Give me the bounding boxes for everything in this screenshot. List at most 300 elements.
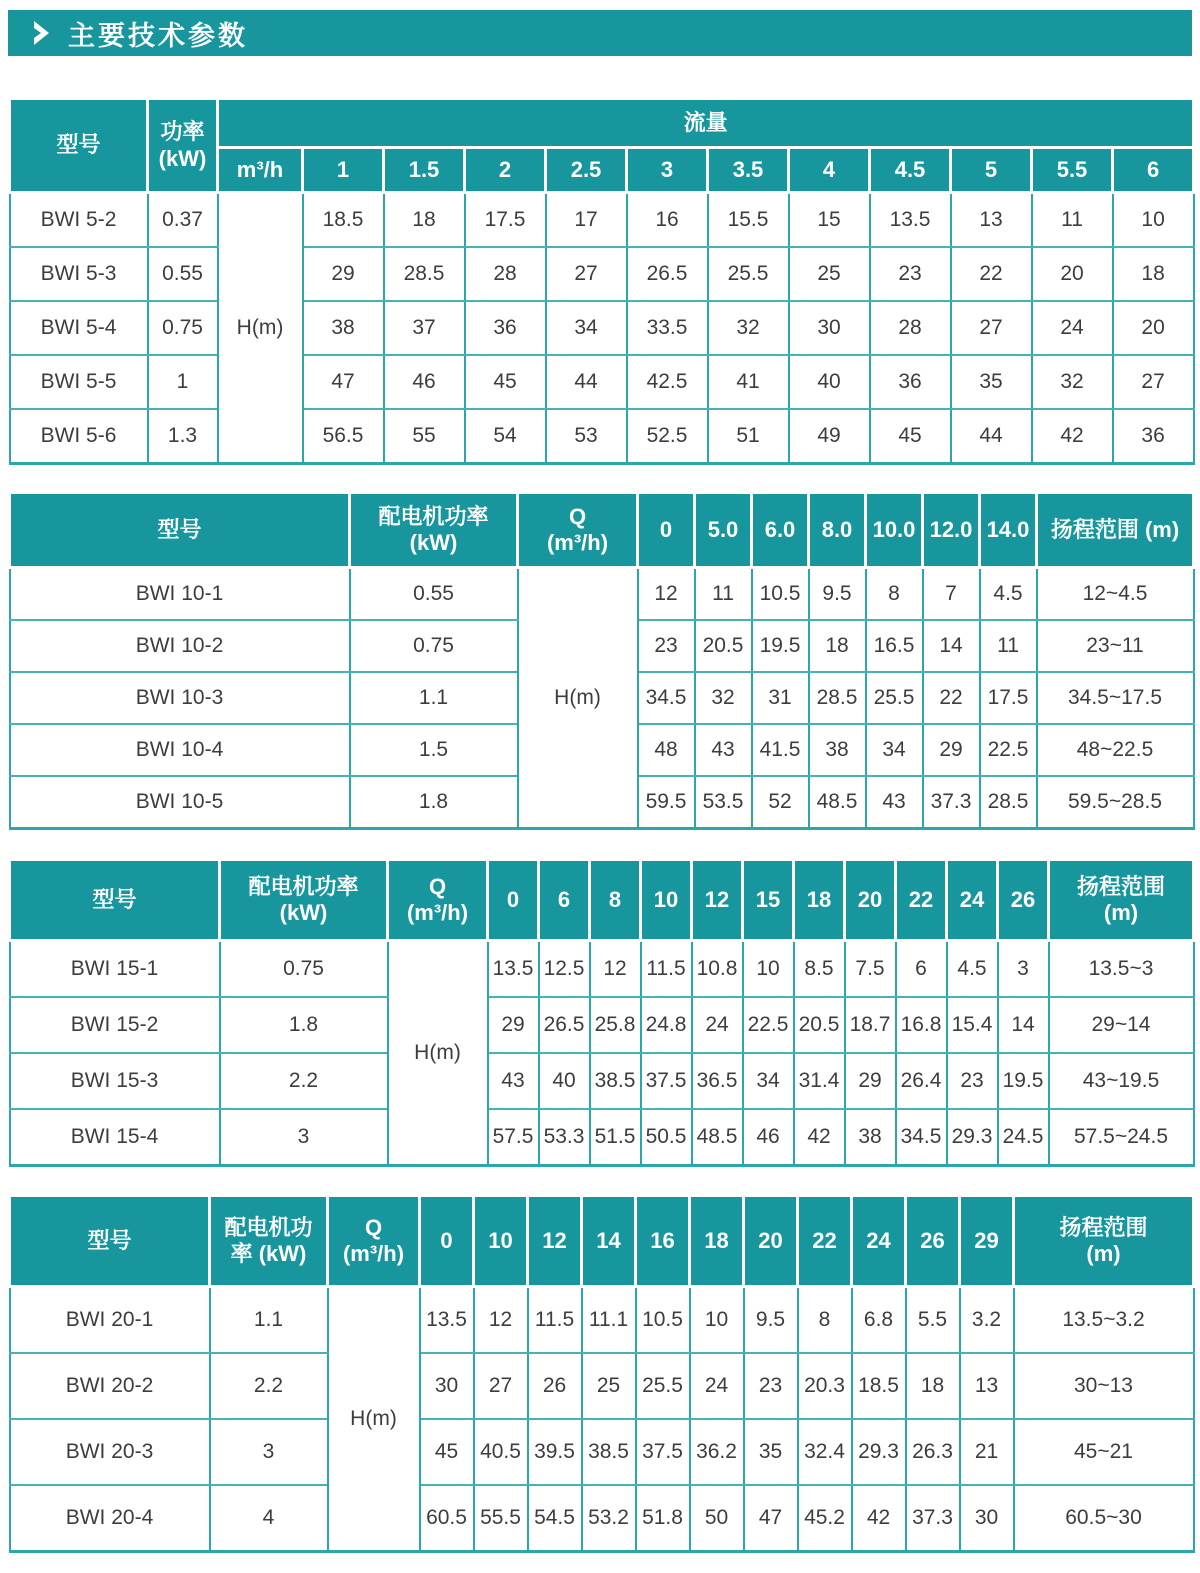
power-cell: 1 [148,355,218,409]
col-header-model: 型号 [10,860,220,941]
chevron-right-icon [32,20,52,46]
flow-col-header: 4.5 [870,148,951,193]
h-unit-cell: H(m) [328,1287,420,1552]
h-value-cell: 44 [546,355,627,409]
table-row [10,409,1194,464]
model-cell: BWI 10-1 [10,568,350,621]
table-header [10,493,1194,568]
table-row [10,1053,1194,1109]
h-unit-cell: H(m) [388,941,488,1166]
h-value-cell: 11 [695,568,752,621]
h-value-cell: 57.5 [488,1109,539,1166]
flow-col-header: 6.0 [752,493,809,568]
header-label-line: (m³/h) [342,1241,405,1266]
flow-col-header: 26 [906,1196,960,1287]
h-value-cell: 16.8 [896,997,947,1053]
h-value-cell: 14 [998,997,1049,1053]
range-cell: 23~11 [1037,620,1194,672]
h-value-cell: 55 [384,409,465,464]
range-cell: 59.5~28.5 [1037,776,1194,829]
h-value-cell: 22 [951,247,1032,301]
h-value-cell: 39.5 [528,1419,582,1485]
header-label-line: Q [364,1214,383,1240]
h-value-cell: 7 [923,568,980,621]
h-value-cell: 53.3 [539,1109,590,1166]
h-value-cell: 53.5 [695,776,752,829]
range-cell: 48~22.5 [1037,724,1194,776]
table-bwi20-specs [8,1194,1195,1553]
header-label-line: (m) [1086,1241,1121,1266]
header-label-line: 配电机功率 [378,503,489,529]
h-value-cell: 38 [809,724,866,776]
h-value-cell: 34.5 [896,1109,947,1166]
flow-col-header: 6 [539,860,590,941]
h-value-cell: 38.5 [582,1419,636,1485]
h-value-cell: 26 [528,1353,582,1419]
table-header [10,1196,1194,1287]
model-cell: BWI 15-1 [10,941,220,998]
flow-col-header: 1.5 [384,148,465,193]
model-cell: BWI 10-5 [10,776,350,829]
h-value-cell: 43 [488,1053,539,1109]
power-cell: 4 [210,1485,328,1552]
flow-col-header: 3.5 [708,148,789,193]
h-value-cell: 33.5 [627,301,708,355]
h-value-cell: 22.5 [743,997,794,1053]
model-cell: BWI 20-2 [10,1353,210,1419]
h-value-cell: 23 [870,247,951,301]
h-value-cell: 29 [845,1053,896,1109]
h-value-cell: 41.5 [752,724,809,776]
flow-col-header: 8.0 [809,493,866,568]
h-value-cell: 26.5 [539,997,590,1053]
flow-col-header: 10 [474,1196,528,1287]
h-value-cell: 36 [870,355,951,409]
h-value-cell: 12 [590,941,641,998]
flow-col-header: 12.0 [923,493,980,568]
header-row [10,860,1194,941]
flow-col-header: 0 [638,493,695,568]
h-value-cell: 45 [420,1419,474,1485]
table-bwi15-specs [8,858,1195,1167]
h-value-cell: 54 [465,409,546,464]
h-value-cell: 24 [1032,301,1113,355]
flow-col-header: 2 [465,148,546,193]
h-value-cell: 36 [465,301,546,355]
h-value-cell: 41 [708,355,789,409]
h-value-cell: 10.5 [636,1287,690,1354]
h-value-cell: 21 [960,1419,1014,1485]
flow-col-header: 29 [960,1196,1014,1287]
h-value-cell: 18 [906,1353,960,1419]
h-value-cell: 51 [708,409,789,464]
power-cell: 0.37 [148,193,218,248]
flow-col-header: 18 [690,1196,744,1287]
h-value-cell: 30 [420,1353,474,1419]
h-value-cell: 28.5 [384,247,465,301]
flow-col-header: 18 [794,860,845,941]
flow-col-header: 12 [528,1196,582,1287]
h-value-cell: 23 [638,620,695,672]
h-value-cell: 44 [951,409,1032,464]
h-value-cell: 26.5 [627,247,708,301]
h-value-cell: 7.5 [845,941,896,998]
h-value-cell: 37.3 [923,776,980,829]
h-value-cell: 24 [692,997,743,1053]
flow-col-header: 22 [896,860,947,941]
flow-col-header: 10 [641,860,692,941]
flow-col-header: 20 [744,1196,798,1287]
h-value-cell: 34 [546,301,627,355]
h-value-cell: 27 [951,301,1032,355]
header-label-line: (m³/h) [546,530,609,555]
h-value-cell: 42.5 [627,355,708,409]
h-value-cell: 11 [980,620,1037,672]
header-label-line: 扬程范围 [1059,1214,1148,1240]
h-value-cell: 15.5 [708,193,789,248]
h-value-cell: 11.5 [528,1287,582,1354]
h-value-cell: 25 [789,247,870,301]
h-value-cell: 27 [1113,355,1194,409]
h-value-cell: 8 [798,1287,852,1354]
power-cell: 1.8 [350,776,518,829]
h-value-cell: 48 [638,724,695,776]
power-cell: 0.55 [148,247,218,301]
h-value-cell: 42 [1032,409,1113,464]
h-value-cell: 46 [384,355,465,409]
power-cell: 0.75 [350,620,518,672]
h-value-cell: 8 [866,568,923,621]
header-label-line: (kW) [409,530,458,555]
table-bwi10-specs [8,491,1195,830]
h-value-cell: 18 [384,193,465,248]
h-value-cell: 20 [1032,247,1113,301]
header-label-line: (m³/h) [406,900,469,925]
h-value-cell: 25.5 [708,247,789,301]
flow-col-header: 16 [636,1196,690,1287]
h-value-cell: 47 [744,1485,798,1552]
h-value-cell: 40.5 [474,1419,528,1485]
flow-col-header: 5.0 [695,493,752,568]
h-value-cell: 31.4 [794,1053,845,1109]
model-cell: BWI 20-1 [10,1287,210,1354]
col-header-q [518,493,638,568]
flow-col-header: 0 [488,860,539,941]
col-header-range [1014,1196,1194,1287]
h-value-cell: 9.5 [809,568,866,621]
h-value-cell: 13.5 [488,941,539,998]
h-value-cell: 17 [546,193,627,248]
h-value-cell: 24 [690,1353,744,1419]
h-value-cell: 15 [789,193,870,248]
flow-unit-header: m³/h [218,148,303,193]
model-cell: BWI 15-3 [10,1053,220,1109]
header-label-line: Q [428,873,447,899]
h-value-cell: 43 [695,724,752,776]
power-cell: 0.55 [350,568,518,621]
h-value-cell: 52 [752,776,809,829]
h-value-cell: 25.5 [866,672,923,724]
table-body [10,568,1194,829]
h-value-cell: 17.5 [465,193,546,248]
range-cell: 29~14 [1049,997,1194,1053]
h-value-cell: 40 [539,1053,590,1109]
page-title: 主要技术参数 [68,20,248,51]
flow-col-header: 5 [951,148,1032,193]
h-value-cell: 18.7 [845,997,896,1053]
table-row [10,997,1194,1053]
h-value-cell: 9.5 [744,1287,798,1354]
model-cell: BWI 15-4 [10,1109,220,1166]
header-label-line: Q [568,503,587,529]
h-value-cell: 18 [1113,247,1194,301]
h-value-cell: 45.2 [798,1485,852,1552]
h-unit-cell: H(m) [518,568,638,829]
power-cell: 2.2 [220,1053,388,1109]
h-value-cell: 31 [752,672,809,724]
power-cell: 3 [220,1109,388,1166]
h-value-cell: 22 [923,672,980,724]
model-cell: BWI 5-4 [10,301,148,355]
section-title-bar [8,10,1192,56]
h-value-cell: 52.5 [627,409,708,464]
power-cell: 1.5 [350,724,518,776]
power-cell: 1.1 [210,1287,328,1354]
h-value-cell: 47 [303,355,384,409]
h-value-cell: 28 [465,247,546,301]
header-label-line: (kW) [158,145,207,171]
flow-col-header: 3 [627,148,708,193]
h-value-cell: 48.5 [809,776,866,829]
table-row [10,568,1194,621]
h-value-cell: 16 [627,193,708,248]
h-value-cell: 12 [474,1287,528,1354]
flow-col-header: 14 [582,1196,636,1287]
h-value-cell: 10 [690,1287,744,1354]
h-value-cell: 59.5 [638,776,695,829]
h-value-cell: 43 [866,776,923,829]
power-cell: 1.8 [220,997,388,1053]
table-row [10,193,1194,248]
col-header-power [350,493,518,568]
col-header-q [388,860,488,941]
range-cell: 45~21 [1014,1419,1194,1485]
h-value-cell: 3.2 [960,1287,1014,1354]
h-value-cell: 54.5 [528,1485,582,1552]
range-cell: 60.5~30 [1014,1485,1194,1552]
header-label-line: 配电机功率 [248,873,359,899]
h-value-cell: 53.2 [582,1485,636,1552]
table-body [10,1287,1194,1552]
h-value-cell: 51.8 [636,1485,690,1552]
power-cell: 1.1 [350,672,518,724]
h-value-cell: 8.5 [794,941,845,998]
h-value-cell: 45 [870,409,951,464]
flow-col-header: 0 [420,1196,474,1287]
h-value-cell: 18.5 [303,193,384,248]
flow-col-header: 15 [743,860,794,941]
model-cell: BWI 5-3 [10,247,148,301]
flow-col-header: 6 [1113,148,1194,193]
header-label-line: (m) [1103,900,1139,925]
h-value-cell: 38 [303,301,384,355]
h-value-cell: 5.5 [906,1287,960,1354]
h-value-cell: 25.5 [636,1353,690,1419]
h-value-cell: 29 [488,997,539,1053]
h-value-cell: 10.5 [752,568,809,621]
model-cell: BWI 10-2 [10,620,350,672]
h-value-cell: 3 [998,941,1049,998]
range-cell: 43~19.5 [1049,1053,1194,1109]
col-header-model: 型号 [10,99,148,193]
h-value-cell: 19.5 [998,1053,1049,1109]
col-header-range: 扬程范围 (m) [1037,493,1194,568]
table-body [10,941,1194,1166]
model-cell: BWI 5-2 [10,193,148,248]
range-cell: 13.5~3.2 [1014,1287,1194,1354]
header-label-line: 配电机功 [224,1214,313,1240]
h-value-cell: 53 [546,409,627,464]
h-value-cell: 20.3 [798,1353,852,1419]
col-header-q [328,1196,420,1287]
h-value-cell: 37.3 [906,1485,960,1552]
col-header-range [1049,860,1194,941]
flow-col-header: 26 [998,860,1049,941]
h-value-cell: 42 [852,1485,906,1552]
h-value-cell: 13.5 [870,193,951,248]
h-value-cell: 25 [582,1353,636,1419]
h-value-cell: 4.5 [947,941,998,998]
flow-col-header: 2.5 [546,148,627,193]
h-value-cell: 10 [743,941,794,998]
table-row [10,1353,1194,1419]
h-value-cell: 32 [708,301,789,355]
h-value-cell: 29.3 [947,1109,998,1166]
flow-col-header: 12 [692,860,743,941]
h-value-cell: 13 [951,193,1032,248]
col-header-flow-group: 流量 [218,99,1194,148]
h-value-cell: 28.5 [809,672,866,724]
table-header [10,860,1194,941]
header-label-line: 率 (kW) [230,1241,307,1266]
h-value-cell: 23 [744,1353,798,1419]
h-value-cell: 22.5 [980,724,1037,776]
h-value-cell: 26.3 [906,1419,960,1485]
h-value-cell: 19.5 [752,620,809,672]
h-value-cell: 35 [951,355,1032,409]
flow-col-header: 4 [789,148,870,193]
table-row [10,941,1194,998]
model-cell: BWI 20-3 [10,1419,210,1485]
h-value-cell: 37.5 [636,1419,690,1485]
table-header [10,99,1194,193]
h-value-cell: 23 [947,1053,998,1109]
h-value-cell: 32 [1032,355,1113,409]
model-cell: BWI 15-2 [10,997,220,1053]
header-label-line: 扬程范围 [1076,873,1165,899]
header-row [10,493,1194,568]
h-value-cell: 26.4 [896,1053,947,1109]
h-value-cell: 51.5 [590,1109,641,1166]
flow-col-header: 1 [303,148,384,193]
h-value-cell: 27 [546,247,627,301]
h-value-cell: 13.5 [420,1287,474,1354]
h-value-cell: 45 [465,355,546,409]
h-value-cell: 18.5 [852,1353,906,1419]
h-value-cell: 30 [789,301,870,355]
h-value-cell: 36 [1113,409,1194,464]
h-value-cell: 28.5 [980,776,1037,829]
power-cell: 2.2 [210,1353,328,1419]
h-value-cell: 16.5 [866,620,923,672]
range-cell: 13.5~3 [1049,941,1194,998]
h-value-cell: 29 [303,247,384,301]
h-value-cell: 38 [845,1109,896,1166]
flow-col-header: 14.0 [980,493,1037,568]
table-row [10,1287,1194,1354]
h-value-cell: 15.4 [947,997,998,1053]
h-value-cell: 36.5 [692,1053,743,1109]
h-value-cell: 50.5 [641,1109,692,1166]
table-bwi5-specs [8,97,1195,465]
h-value-cell: 25.8 [590,997,641,1053]
h-value-cell: 24.5 [998,1109,1049,1166]
h-value-cell: 37 [384,301,465,355]
h-value-cell: 4.5 [980,568,1037,621]
h-unit-cell: H(m) [218,193,303,464]
h-value-cell: 50 [690,1485,744,1552]
h-value-cell: 35 [744,1419,798,1485]
col-header-model: 型号 [10,493,350,568]
h-value-cell: 32 [695,672,752,724]
h-value-cell: 11 [1032,193,1113,248]
h-value-cell: 11.5 [641,941,692,998]
h-value-cell: 55.5 [474,1485,528,1552]
h-value-cell: 20.5 [794,997,845,1053]
h-value-cell: 20.5 [695,620,752,672]
table-row [10,1485,1194,1552]
header-label-line: 功率 [160,119,205,145]
col-header-power [148,99,218,193]
h-value-cell: 11.1 [582,1287,636,1354]
h-value-cell: 60.5 [420,1485,474,1552]
power-cell: 0.75 [220,941,388,998]
model-cell: BWI 10-4 [10,724,350,776]
h-value-cell: 12 [638,568,695,621]
h-value-cell: 24.8 [641,997,692,1053]
h-value-cell: 28 [870,301,951,355]
model-cell: BWI 5-5 [10,355,148,409]
flow-col-header: 22 [798,1196,852,1287]
power-cell: 3 [210,1419,328,1485]
h-value-cell: 20 [1113,301,1194,355]
h-value-cell: 17.5 [980,672,1037,724]
h-value-cell: 10.8 [692,941,743,998]
h-value-cell: 14 [923,620,980,672]
header-row [10,1196,1194,1287]
flow-col-header: 5.5 [1032,148,1113,193]
table-row [10,301,1194,355]
power-cell: 0.75 [148,301,218,355]
h-value-cell: 34.5 [638,672,695,724]
h-value-cell: 6.8 [852,1287,906,1354]
h-value-cell: 56.5 [303,409,384,464]
flow-col-header: 24 [947,860,998,941]
flow-col-header: 24 [852,1196,906,1287]
table-row [10,247,1194,301]
table-row [10,1419,1194,1485]
h-value-cell: 13 [960,1353,1014,1419]
